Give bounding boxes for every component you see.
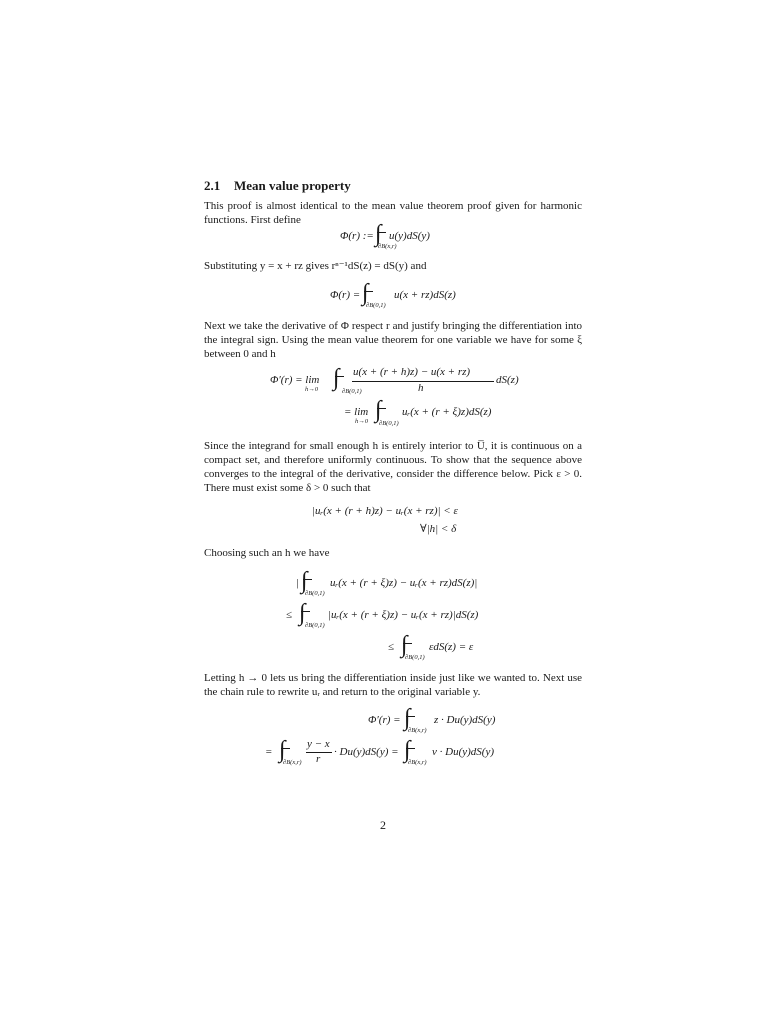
average-integral-sign [375, 398, 382, 422]
paragraph-2: Substituting y = x + rz gives rⁿ⁻¹dS(z) = dS(y) and [204, 260, 427, 272]
page-number: 2 [380, 818, 386, 832]
eq3-denominator: h [418, 382, 424, 394]
section-title: Mean value property [234, 178, 351, 193]
eq6-line1: uᵣ(x + (r + ξ)z) − uᵣ(x + rz)dS(z)| [330, 577, 478, 589]
eq5-line2: ∀|h| < δ [420, 523, 457, 535]
eq7-line2-domain-1: ∂B(x,r) [283, 759, 302, 766]
eq4-lhs: = lim [344, 406, 369, 418]
eq6-line3: εdS(z) = ε [429, 641, 474, 653]
eq6-line3-pre: ≤ [388, 641, 395, 653]
eq7-line2-numerator: y − x [307, 738, 330, 750]
eq4-domain: ∂B(0,1) [379, 420, 399, 427]
eq7-line2-domain-2: ∂B(x,r) [408, 759, 427, 766]
eq3-limit: h→0 [305, 386, 318, 393]
eq6-line1-pre: | [296, 577, 300, 589]
eq7-line2-mid: · Du(y)dS(y) = [334, 746, 399, 758]
eq6-line2-pre: ≤ [286, 609, 293, 621]
paragraph-1: This proof is almost identical to the mean value theorem proof given for harmonic functions. First define [204, 200, 582, 226]
average-integral-sign [333, 366, 340, 390]
eq6-line1-domain: ∂B(0,1) [305, 590, 325, 597]
eq6-line3-domain: ∂B(0,1) [405, 654, 425, 661]
eq7-line2-pre: = [265, 746, 273, 758]
paragraph-5: Choosing such an h we have [204, 547, 330, 559]
eq3-lhs: Φ′(r) = lim [270, 374, 320, 386]
paragraph-3: Next we take the derivative of Φ respect r and justify bringing the differentiation into the integral sign. Using the mean value theorem for one variable we have for some ξ between 0 and h [204, 320, 582, 360]
eq3-numerator: u(x + (r + h)z) − u(x + rz) [353, 366, 471, 378]
eq1-lhs: Φ(r) := [340, 230, 374, 242]
paragraph-6: Letting h → 0 lets us bring the differentiation inside just like we wanted to. Next use the chain rule to rewrite uᵣ and return to the original variable y. [204, 672, 582, 698]
eq3-domain: ∂B(0,1) [342, 388, 362, 395]
eq5-line1: |uᵣ(x + (r + h)z) − uᵣ(x + rz)| < ε [312, 505, 458, 517]
eq7-line1-lhs: Φ′(r) = [368, 714, 401, 726]
eq2-rhs: u(x + rz)dS(z) [394, 289, 456, 301]
section-number: 2.1 [204, 178, 221, 193]
eq4-limit: h→0 [355, 418, 368, 425]
eq1-domain: ∂B(x,r) [378, 243, 397, 250]
paragraph-4: Since the integrand for small enough h is entirely interior to U̅, it is continuous on a compact set, and therefore uniformly continuous. To show that the sequence above converges to the integral of the derivative, consider the difference below. Pick ε > 0. There must exist some δ > 0 such that [204, 440, 582, 494]
eq7-line2-rhs: ν · Du(y)dS(y) [432, 746, 494, 758]
section-heading [204, 178, 351, 194]
eq2-lhs: Φ(r) = [330, 289, 361, 301]
eq7-line2-denominator: r [316, 753, 321, 765]
eq6-line2: |uᵣ(x + (r + ξ)z) − uᵣ(x + rz)|dS(z) [328, 609, 479, 621]
eq4-rhs: uᵣ(x + (r + ξ)z)dS(z) [402, 406, 492, 418]
eq3-tail: dS(z) [496, 374, 519, 386]
eq1-rhs: u(y)dS(y) [389, 230, 430, 242]
eq7-line1-domain: ∂B(x,r) [408, 727, 427, 734]
eq7-line1-rhs: z · Du(y)dS(y) [434, 714, 496, 726]
eq2-domain: ∂B(0,1) [366, 302, 386, 309]
eq6-line2-domain: ∂B(0,1) [305, 622, 325, 629]
